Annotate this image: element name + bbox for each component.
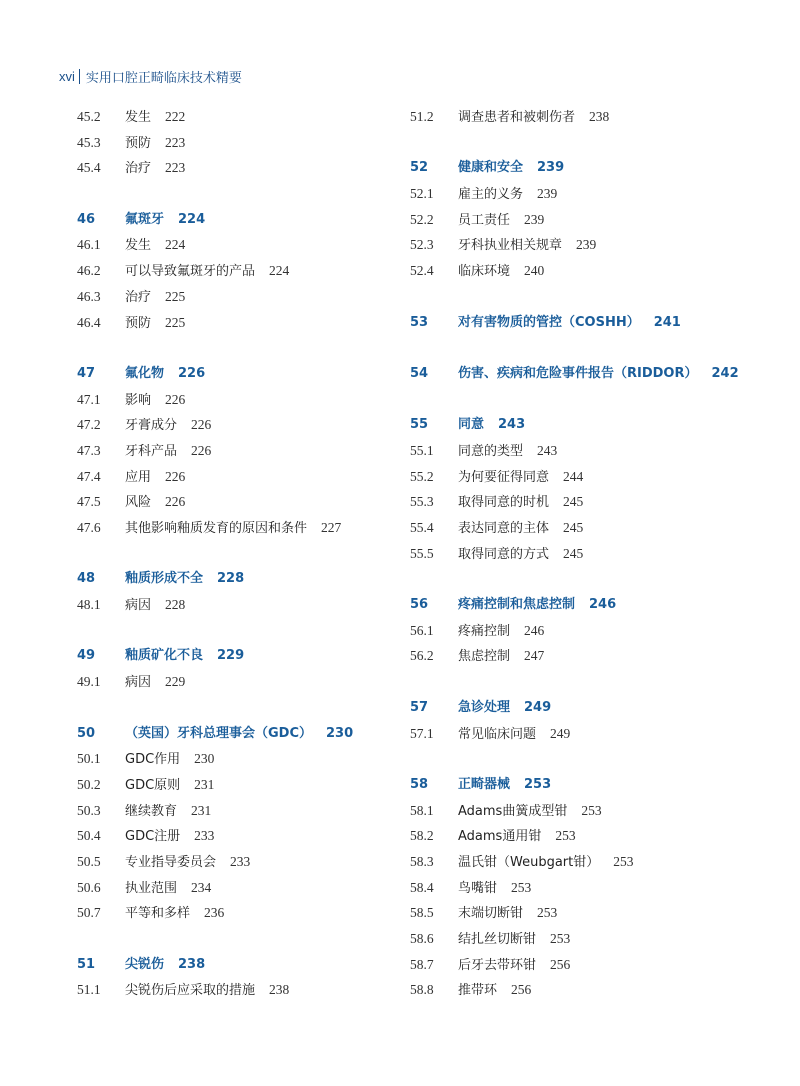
section-number: 46.4 [77, 314, 101, 330]
section-title: 焦虑控制 [458, 649, 511, 665]
page-ref: 245 [563, 545, 584, 561]
chapter-title: （英国）牙科总理事会（GDC） [125, 725, 313, 741]
section-title: 风险 [125, 495, 152, 511]
toc-right-column [410, 104, 770, 1003]
chapter-number: 57 [410, 699, 429, 715]
section-number: 46.3 [77, 288, 101, 304]
section-number: 47.2 [77, 417, 101, 433]
toc-chapter-heading[interactable] [77, 721, 397, 747]
page-ref: 253 [511, 879, 532, 895]
toc-entry[interactable] [410, 721, 770, 747]
page-ref: 229 [165, 674, 186, 690]
toc-chapter-heading[interactable] [410, 155, 770, 181]
chapter-number: 48 [77, 571, 96, 587]
chapter-number: 55 [410, 417, 429, 433]
toc-entry[interactable] [410, 181, 770, 207]
toc-entry[interactable] [410, 207, 770, 233]
page-ref: 233 [230, 853, 251, 869]
toc-entry[interactable] [77, 104, 397, 130]
page-ref: 229 [217, 648, 245, 664]
section-number: 56.2 [410, 648, 434, 664]
page-ref: 253 [550, 931, 571, 946]
chapter-title: 釉质形成不全 [125, 571, 204, 587]
page-ref: 226 [165, 468, 186, 484]
section-title: 推带环 [458, 983, 498, 999]
page-ref: 226 [165, 391, 186, 407]
section-number: 50.2 [77, 776, 101, 792]
section-number: 45.4 [77, 160, 101, 176]
toc-entry[interactable] [77, 155, 397, 181]
page-ref: 243 [498, 417, 526, 433]
section-title: 预防 [125, 315, 152, 331]
section-title: GDC作用 [125, 752, 181, 768]
page-ref: 224 [178, 211, 206, 227]
chapter-title: 对有害物质的管控（COSHH） [458, 314, 640, 330]
toc-entry[interactable] [410, 823, 770, 849]
toc-entry[interactable] [77, 284, 397, 310]
toc-chapter-heading[interactable] [410, 695, 770, 721]
section-number: 52.2 [410, 211, 434, 227]
page-ref: 249 [550, 725, 571, 741]
section-number: 58.1 [410, 802, 434, 818]
toc-entry[interactable] [77, 772, 397, 798]
section-title: 病因 [125, 675, 152, 691]
section-title: 其他影响釉质发育的原因和条件 [125, 521, 308, 536]
toc-entry[interactable] [410, 464, 770, 490]
section-title: 治疗 [125, 161, 152, 177]
toc-entry[interactable] [77, 875, 397, 901]
toc-chapter-heading[interactable] [410, 310, 770, 336]
section-title: 尖锐伤后应采取的措施 [125, 983, 256, 999]
section-number: 45.3 [77, 134, 101, 150]
section-number: 52.1 [410, 186, 434, 202]
page-ref: 234 [191, 879, 212, 895]
section-number: 56.1 [410, 622, 434, 638]
chapter-title: 尖锐伤 [125, 956, 165, 972]
section-title: 为何要征得同意 [458, 469, 550, 485]
section-number: 58.7 [410, 956, 434, 972]
page-ref: 224 [165, 237, 186, 253]
page-number: xvi [59, 68, 75, 84]
section-number: 58.5 [410, 905, 434, 921]
page-ref: 245 [563, 520, 584, 535]
page-ref: 241 [653, 314, 681, 330]
toc-entry[interactable] [410, 104, 770, 130]
page-ref: 226 [191, 417, 212, 433]
chapter-number: 56 [410, 597, 429, 613]
page-ref: 240 [524, 263, 545, 279]
chapter-number: 49 [77, 648, 96, 664]
toc-entry[interactable] [77, 387, 397, 413]
section-number: 48.1 [77, 597, 101, 613]
chapter-number: 53 [410, 314, 429, 330]
toc-chapter-heading[interactable] [77, 361, 397, 387]
chapter-title: 氟化物 [125, 365, 165, 381]
page-ref: 222 [165, 109, 186, 124]
chapter-number: 52 [410, 160, 429, 176]
section-title: 疼痛控制 [458, 623, 511, 639]
page-ref: 236 [204, 905, 225, 921]
toc-chapter-heading[interactable] [410, 592, 770, 618]
section-number: 47.5 [77, 494, 101, 510]
toc-entry[interactable] [77, 310, 397, 336]
section-title: 牙膏成分 [125, 418, 178, 434]
toc-entry[interactable] [77, 438, 397, 464]
section-number: 58.3 [410, 853, 434, 869]
chapter-title: 急诊处理 [458, 699, 511, 715]
section-title: 鸟嘴钳 [458, 880, 498, 896]
chapter-number: 47 [77, 365, 96, 381]
page-ref: 230 [326, 725, 354, 741]
section-title: 发生 [125, 238, 152, 254]
page-ref: 238 [269, 982, 290, 998]
section-title: 取得同意的时机 [458, 495, 550, 511]
section-number: 55.3 [410, 494, 434, 510]
section-number: 46.1 [77, 237, 101, 253]
chapter-title: 正畸器械 [458, 776, 511, 792]
toc-entry[interactable] [410, 489, 770, 515]
toc-entry[interactable] [410, 258, 770, 284]
section-title: 结扎丝切断钳 [458, 932, 537, 947]
toc-entry[interactable] [77, 412, 397, 438]
toc-entry[interactable] [77, 515, 397, 541]
toc-entry[interactable] [410, 643, 770, 669]
page-ref: 231 [191, 802, 212, 818]
toc-entry[interactable] [410, 926, 770, 952]
section-title: 临床环境 [458, 264, 511, 280]
section-number: 47.1 [77, 391, 101, 407]
toc-entry[interactable] [77, 900, 397, 926]
chapter-number: 46 [77, 211, 96, 227]
toc-entry[interactable] [77, 464, 397, 490]
section-number: 50.4 [77, 828, 101, 844]
section-title: GDC注册 [125, 829, 181, 845]
page-ref: 239 [537, 160, 565, 176]
section-title: 应用 [125, 469, 152, 485]
page-ref: 239 [524, 211, 545, 227]
page-ref: 238 [178, 956, 206, 972]
chapter-number: 58 [410, 776, 429, 792]
section-number: 51.1 [77, 982, 101, 998]
section-number: 45.2 [77, 109, 101, 124]
section-number: 50.1 [77, 751, 101, 767]
section-title: 常见临床问题 [458, 726, 537, 742]
page-ref: 239 [537, 186, 558, 202]
page-ref: 256 [511, 982, 532, 998]
section-title: 发生 [125, 110, 152, 125]
chapter-title: 疼痛控制和焦虑控制 [458, 597, 576, 613]
toc-entry[interactable] [77, 823, 397, 849]
toc-entry[interactable] [77, 232, 397, 258]
section-title: 温氏钳（Weubgart钳） [458, 854, 600, 870]
toc-chapter-heading[interactable] [77, 566, 397, 592]
page-ref: 227 [321, 520, 342, 535]
section-number: 55.4 [410, 520, 434, 535]
page-ref: 231 [194, 776, 215, 792]
section-number: 50.7 [77, 905, 101, 921]
toc-chapter-heading[interactable] [410, 361, 770, 387]
section-title: Adams通用钳 [458, 829, 542, 845]
page-ref: 253 [555, 828, 576, 844]
section-title: GDC原则 [125, 777, 181, 793]
chapter-number: 54 [410, 365, 429, 381]
section-title: 员工责任 [458, 212, 511, 228]
toc-entry[interactable] [410, 515, 770, 541]
section-title: 末端切断钳 [458, 906, 524, 922]
toc-entry[interactable] [410, 875, 770, 901]
section-title: Adams曲簧成型钳 [458, 803, 568, 819]
page-ref: 242 [711, 365, 739, 381]
section-title: 雇主的义务 [458, 187, 524, 203]
page-ref: 256 [550, 956, 571, 972]
page-ref: 223 [165, 160, 186, 176]
section-number: 50.6 [77, 879, 101, 895]
section-number: 52.4 [410, 263, 434, 279]
toc-entry[interactable] [410, 541, 770, 567]
section-number: 58.8 [410, 982, 434, 998]
toc-entry[interactable] [77, 746, 397, 772]
section-title: 影响 [125, 392, 152, 408]
toc-chapter-heading[interactable] [77, 643, 397, 669]
page-ref: 246 [589, 597, 617, 613]
page-ref: 249 [524, 699, 552, 715]
toc-entry[interactable] [77, 669, 397, 695]
toc-left-column [77, 104, 397, 1003]
page-ref: 226 [191, 442, 212, 458]
section-number: 47.4 [77, 468, 101, 484]
toc-entry[interactable] [410, 798, 770, 824]
page-ref: 238 [589, 109, 610, 124]
section-number: 55.2 [410, 468, 434, 484]
section-number: 51.2 [410, 109, 434, 124]
page-ref: 225 [165, 314, 186, 330]
section-title: 治疗 [125, 289, 152, 305]
page-ref: 233 [194, 828, 215, 844]
section-number: 58.2 [410, 828, 434, 844]
page-ref: 253 [613, 853, 634, 869]
page-ref: 244 [563, 468, 584, 484]
section-title: 预防 [125, 135, 152, 151]
section-number: 47.3 [77, 442, 101, 458]
toc-entry[interactable] [77, 258, 397, 284]
section-number: 47.6 [77, 520, 101, 535]
page-ref: 253 [524, 776, 552, 792]
toc-entry[interactable] [410, 849, 770, 875]
chapter-number: 50 [77, 725, 96, 741]
toc-entry[interactable] [410, 232, 770, 258]
section-title: 继续教育 [125, 803, 178, 819]
toc-chapter-heading[interactable] [410, 772, 770, 798]
section-number: 50.5 [77, 853, 101, 869]
section-title: 调查患者和被刺伤者 [458, 110, 576, 125]
toc-chapter-heading[interactable] [77, 952, 397, 978]
page-ref: 228 [165, 597, 186, 613]
toc-chapter-heading[interactable] [410, 412, 770, 438]
page-ref: 253 [537, 905, 558, 921]
chapter-title: 健康和安全 [458, 160, 524, 176]
page-ref: 224 [269, 263, 290, 279]
section-title: 平等和多样 [125, 906, 191, 922]
section-title: 后牙去带环钳 [458, 957, 537, 973]
toc-entry[interactable] [77, 849, 397, 875]
book-title: 实用口腔正畸临床技术精要 [85, 70, 242, 86]
section-number: 58.6 [410, 931, 434, 946]
page-ref: 239 [576, 237, 597, 253]
page-ref: 253 [581, 802, 602, 818]
page-ref: 246 [524, 622, 545, 638]
page-ref: 245 [563, 494, 584, 510]
section-number: 52.3 [410, 237, 434, 253]
page-ref: 243 [537, 442, 558, 458]
toc-chapter-heading[interactable] [77, 207, 397, 233]
section-number: 49.1 [77, 674, 101, 690]
section-number: 58.4 [410, 879, 434, 895]
page-ref: 225 [165, 288, 186, 304]
section-number: 50.3 [77, 802, 101, 818]
page-ref: 228 [217, 571, 245, 587]
chapter-title: 同意 [458, 417, 485, 433]
toc-entry[interactable] [410, 438, 770, 464]
toc-entry[interactable] [77, 489, 397, 515]
chapter-title: 伤害、疾病和危险事件报告（RIDDOR） [458, 365, 698, 381]
section-title: 可以导致氟斑牙的产品 [125, 264, 256, 280]
section-title: 同意的类型 [458, 443, 524, 459]
section-title: 专业指导委员会 [125, 854, 217, 870]
toc-entry[interactable] [410, 900, 770, 926]
page-ref: 230 [194, 751, 215, 767]
section-title: 执业范围 [125, 880, 178, 896]
section-number: 55.1 [410, 442, 434, 458]
toc-entry[interactable] [77, 798, 397, 824]
page-ref: 226 [178, 365, 206, 381]
header-divider [79, 69, 80, 84]
section-number: 55.5 [410, 545, 434, 561]
section-number: 57.1 [410, 725, 434, 741]
running-header [59, 66, 242, 86]
section-title: 病因 [125, 598, 152, 614]
page-ref: 223 [165, 134, 186, 150]
toc-entry[interactable] [77, 592, 397, 618]
toc-entry[interactable] [410, 977, 770, 1003]
section-title: 牙科执业相关规章 [458, 238, 563, 254]
section-number: 46.2 [77, 263, 101, 279]
chapter-title: 釉质矿化不良 [125, 648, 204, 664]
chapter-title: 氟斑牙 [125, 211, 165, 227]
section-title: 表达同意的主体 [458, 521, 550, 536]
page-ref: 247 [524, 648, 545, 664]
chapter-number: 51 [77, 956, 96, 972]
section-title: 取得同意的方式 [458, 546, 550, 562]
toc-entry[interactable] [77, 130, 397, 156]
toc-entry[interactable] [410, 952, 770, 978]
toc-entry[interactable] [77, 977, 397, 1003]
toc-entry[interactable] [410, 618, 770, 644]
page-ref: 226 [165, 494, 186, 510]
section-title: 牙科产品 [125, 443, 178, 459]
